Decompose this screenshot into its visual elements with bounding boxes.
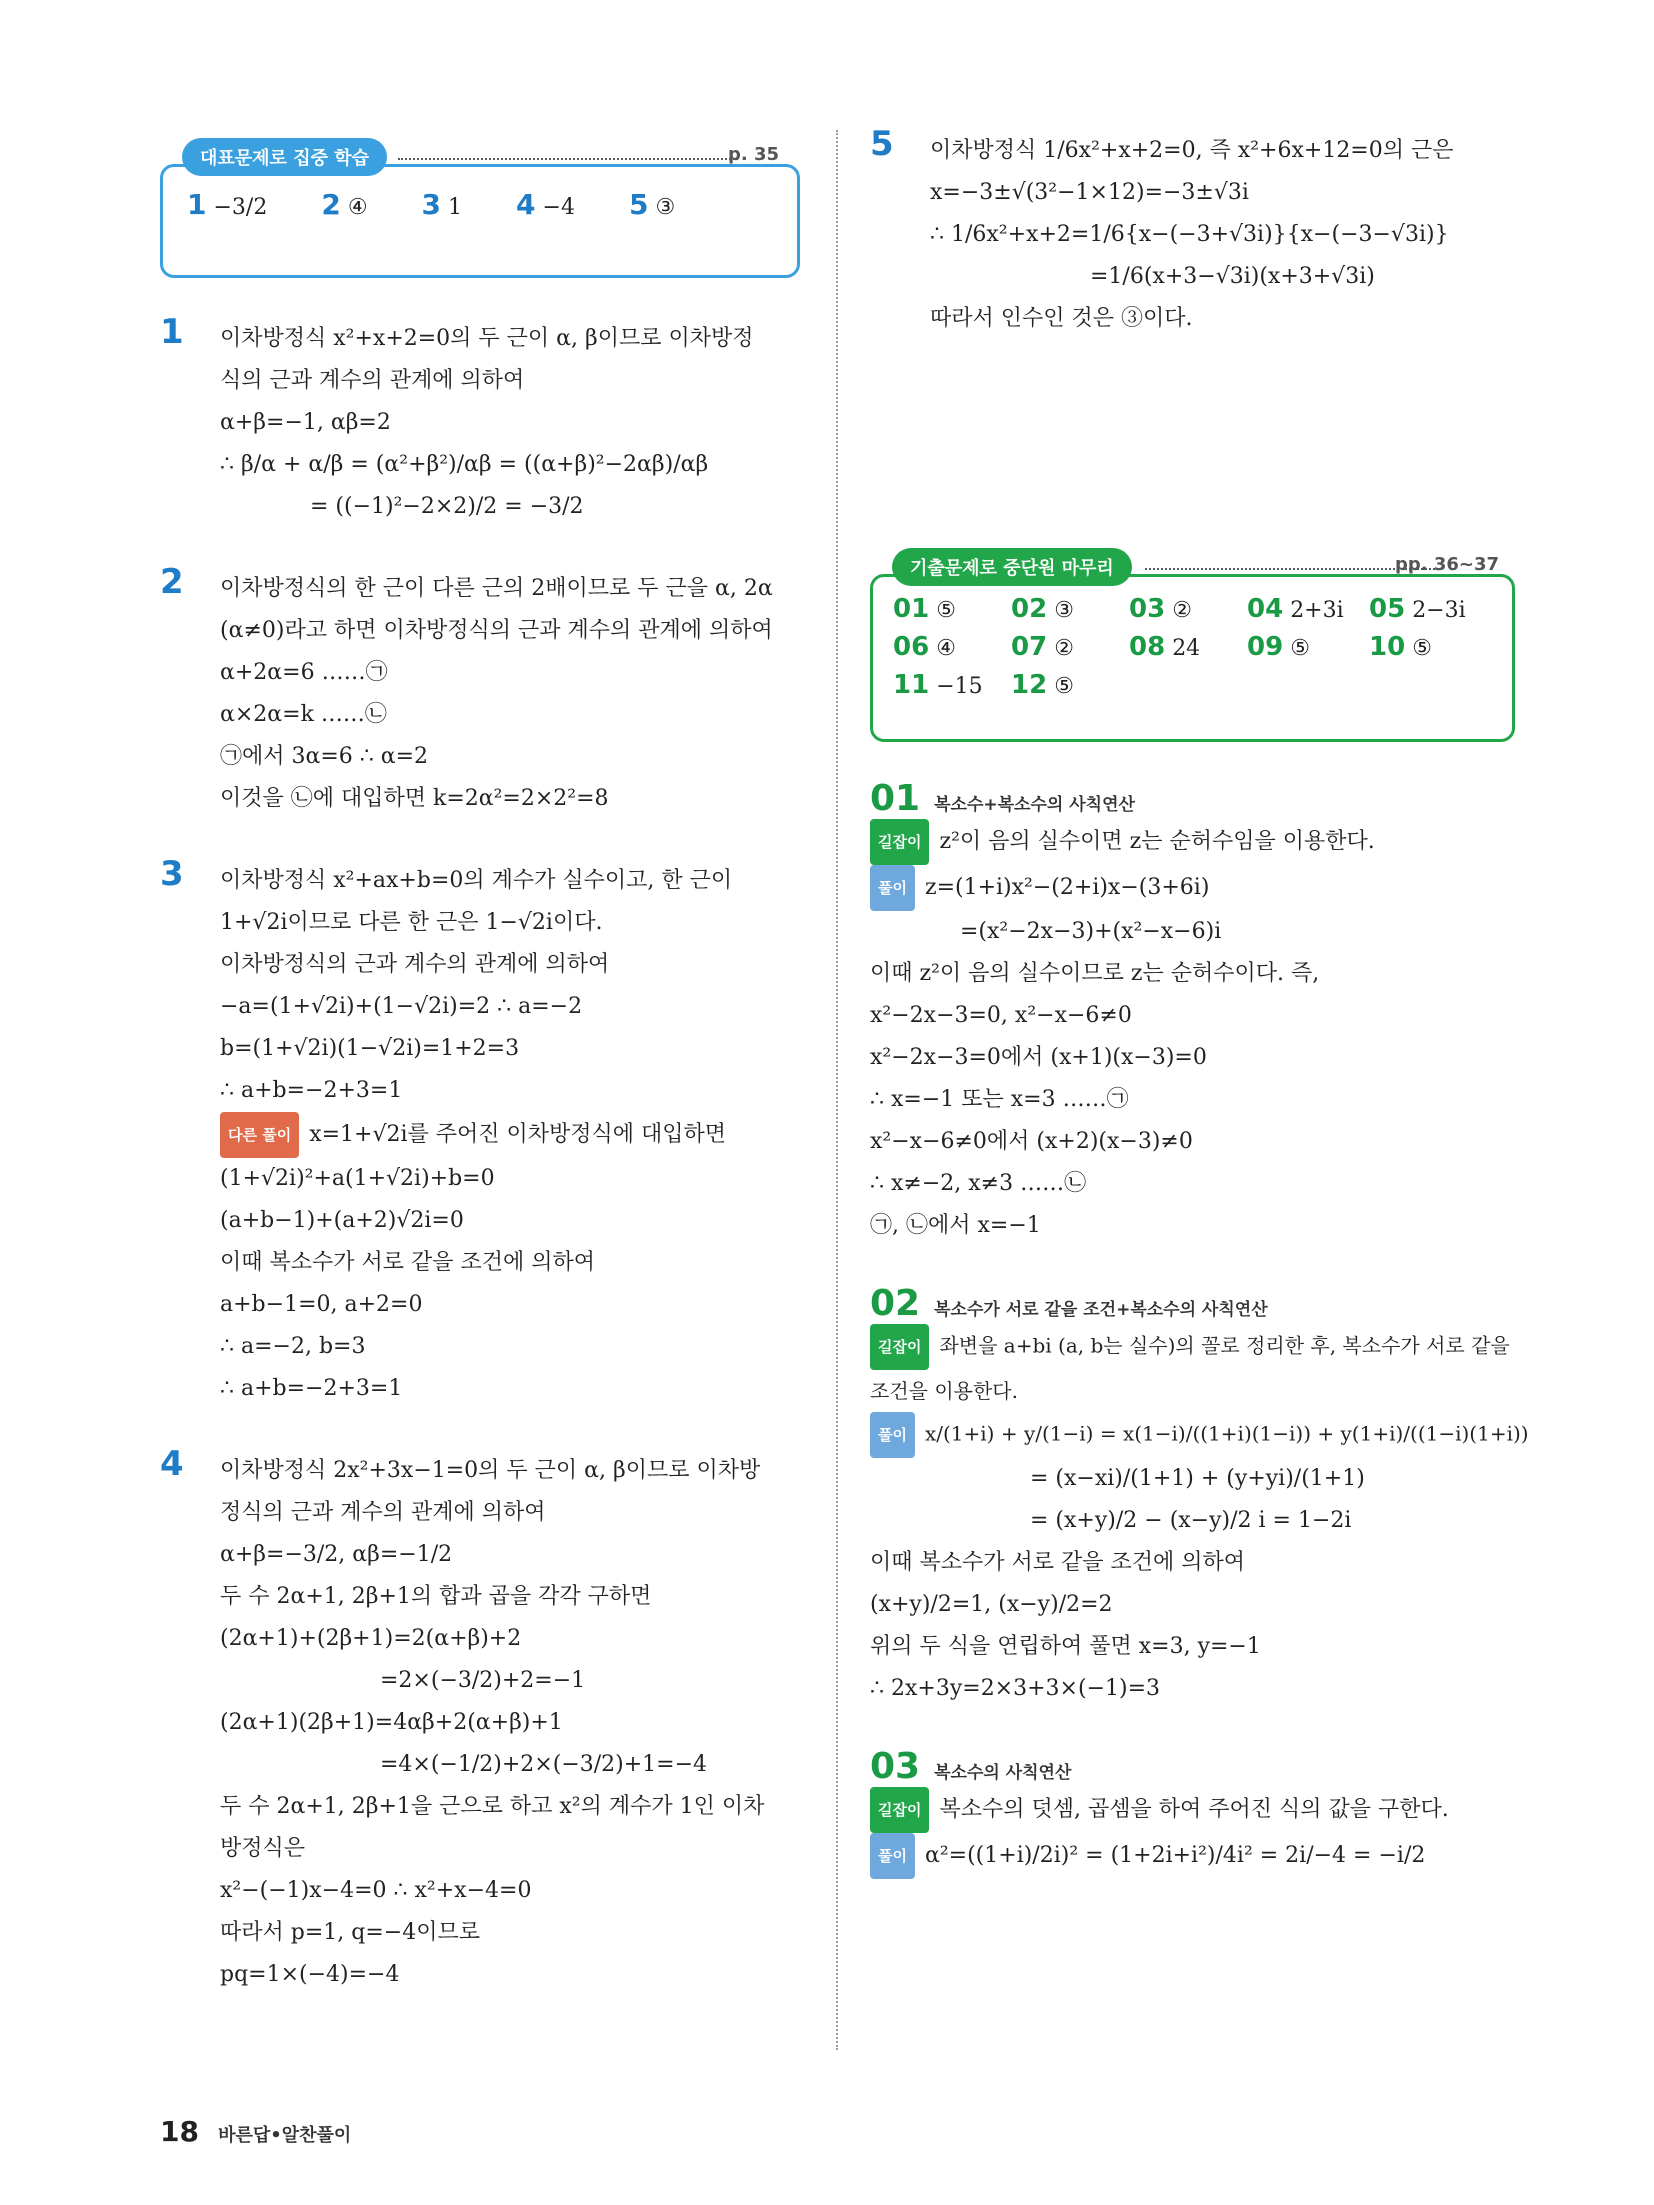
problem-5: 5 이차방정식 1/6x²+x+2=0, 즉 x²+6x+12=0의 근은 x=−3±√(3²−1×12)=−3±√3i ∴ 1/6x²+x+2=1/6{x−(−3+√3i)}{x−(−3−√3i)} =1/6(x+3−√3i)(x+3+√3i) 따라서 인수인 것은 ③이다. — [870, 124, 1454, 331]
midunit-box-label: 기출문제로 중단원 마무리 — [892, 548, 1132, 586]
solution-tag: 풀이 — [870, 1412, 915, 1458]
answer-item: 1 −3/2 — [187, 188, 268, 221]
answer-item: 05 2−3i — [1369, 594, 1466, 624]
solution-01: 01 복소수+복소수의 사칙연산 길잡이 z²이 음의 실수이면 z는 순허수임을 이용한다. 풀이 z=(1+i)x²−(2+i)x−(3+6i) =(x²−2x−3)+(x²−x−6)i 이때 z²이 음의 실수이므로 z는 순허수이다. 즉, x²−2x−3=0, x²−x−6≠0 x²−2x−3=0에서 (x+1)(x−3)=0 ∴ x=−1 또는 x=3 ……㉠ x²−x−6≠0에서 (x+2)(x−3)≠0 ∴ x≠−2, x≠3 ……㉡ ㉠, ㉡에서 x=−1 — [870, 778, 1375, 1238]
midunit-page-ref: pp. 36~37 — [1395, 554, 1500, 575]
answer-item: 5 ③ — [628, 188, 676, 221]
concentrate-answer-box — [160, 164, 800, 278]
concentrate-page-ref: p. 35 — [728, 144, 780, 165]
answer-item: 04 2+3i — [1247, 594, 1344, 624]
solution-tag: 풀이 — [870, 1833, 915, 1879]
answer-item: 01 ⑤ — [893, 594, 956, 624]
midunit-box-header — [870, 540, 1515, 580]
book-title: 바른답•알찬풀이 — [218, 2125, 352, 2146]
left-column — [160, 130, 800, 1996]
alt-solution-tag: 다른 풀이 — [220, 1112, 299, 1158]
answer-item: 2 ④ — [321, 188, 368, 221]
answer-item: 02 ③ — [1011, 594, 1074, 624]
answer-item: 4 −4 — [516, 188, 575, 221]
page-footer — [160, 2115, 351, 2148]
answer-item: 07 ② — [1011, 632, 1074, 662]
solution-tag: 풀이 — [870, 865, 915, 911]
guide-tag: 길잡이 — [870, 819, 929, 865]
answer-item: 10 ⑤ — [1369, 632, 1432, 662]
answer-item: 12 ⑤ — [1011, 670, 1074, 700]
answer-item: 09 ⑤ — [1247, 632, 1310, 662]
concentrate-box-header — [160, 130, 800, 170]
guide-tag: 길잡이 — [870, 1787, 929, 1833]
midunit-answer-box — [870, 574, 1515, 742]
solution-03: 03 복소수의 사칙연산 길잡이 복소수의 덧셈, 곱셈을 하여 주어진 식의 값을 구한다. 풀이 α²=((1+i)/2i)² = (1+2i+i²)/4i² = 2i/−4 = −i/2 — [870, 1746, 1515, 1879]
problem-2: 2 이차방정식의 한 근이 다른 근의 2배이므로 두 근을 α, 2α (α≠0)라고 하면 이차방정식의 근과 계수의 관계에 의하여 α+2α=6 ……㉠ α×2α=k ……㉡ ㉠에서 3α=6 ∴ α=2 이것을 ㉡에 대입하면 k=2α²=2×2²=8 — [160, 562, 773, 811]
problem-3: 3 이차방정식 x²+ax+b=0의 계수가 실수이고, 한 근이 1+√2i이므로 다른 한 근은 1−√2i이다. 이차방정식의 근과 계수의 관계에 의하여 −a=(1+√2i)+(1−√2i)=2 ∴ a=−2 b=(1+√2i)(1−√2i)=1+2=3 ∴ a+b=−2+3=1 다른 풀이 x=1+√2i를 주어진 이차방정식에 대입하면 (1+√2i)²+a(1+√2i)+b=0 (a+b−1)+(a+2)√2i=0 이때 복소수가 서로 같을 조건에 의하여 a+b−1=0, a+2=0 ∴ a=−2, b=3 ∴ a+b=−2+3=1 — [160, 854, 733, 1401]
midunit-box-wrap — [870, 540, 1515, 742]
problem-1: 1 이차방정식 x²+x+2=0의 두 근이 α, β이므로 이차방정 식의 근과 계수의 관계에 의하여 α+β=−1, αβ=2 ∴ β/α + α/β = (α²+β²)/αβ = ((α+β)²−2αβ)/αβ = ((−1)²−2×2)/2 = −3/2 — [160, 312, 754, 519]
column-divider — [836, 130, 838, 2050]
page-number: 18 — [160, 2115, 199, 2148]
answer-item: 11 −15 — [893, 670, 983, 700]
concentrate-box-label: 대표문제로 집중 학습 — [182, 138, 387, 176]
answer-item: 03 ② — [1129, 594, 1192, 624]
answer-item: 06 ④ — [893, 632, 956, 662]
right-column — [870, 124, 1529, 1879]
solution-02: 02 복소수가 서로 같을 조건+복소수의 사칙연산 길잡이 좌변을 a+bi (a, b는 실수)의 꼴로 정리한 후, 복소수가 서로 같을 조건을 이용한다. 풀이 x/(1+i) + y/(1−i) = x(1−i)/((1+i)(1−i)) + y(1+i)/((1−i)(1+i)) = (x−xi)/(1+1) + (y+yi)/(1+1) = (x+y)/2 − (x−y)/2 i = 1−2i 이때 복소수가 서로 같을 조건에 의하여 (x+y)/2=1, (x−y)/2=2 위의 두 식을 연립하여 풀면 x=3, y=−1 ∴ 2x+3y=2×3+3×(−1)=3 — [870, 1283, 1529, 1701]
problem-4: 4 이차방정식 2x²+3x−1=0의 두 근이 α, β이므로 이차방 정식의 근과 계수의 관계에 의하여 α+β=−3/2, αβ=−1/2 두 수 2α+1, 2β+1의 합과 곱을 각각 구하면 (2α+1)+(2β+1)=2(α+β)+2 =2×(−3/2)+2=−1 (2α+1)(2β+1)=4αβ+2(α+β)+1 =4×(−1/2)+2×(−3/2)+1=−4 두 수 2α+1, 2β+1을 근으로 하고 x²의 계수가 1인 이차 방정식은 x²−(−1)x−4=0 ∴ x²+x−4=0 따라서 p=1, q=−4이므로 pq=1×(−4)=−4 — [160, 1444, 765, 1987]
answer-item: 3 1 — [421, 188, 463, 221]
answer-item: 08 24 — [1129, 632, 1201, 662]
guide-tag: 길잡이 — [870, 1324, 929, 1370]
